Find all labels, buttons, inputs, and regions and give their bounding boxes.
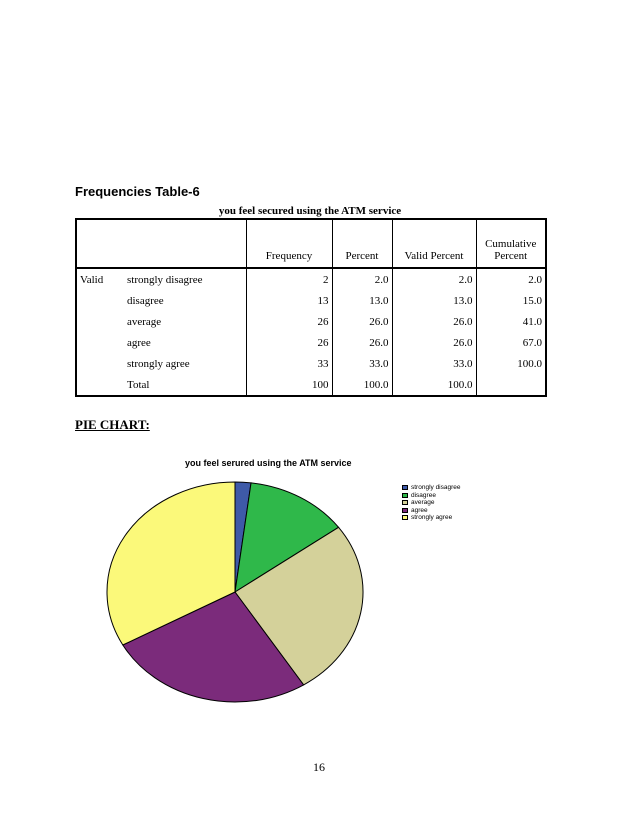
row-valid-percent: 100.0 <box>392 374 476 396</box>
row-cumulative: 100.0 <box>476 353 546 374</box>
row-cumulative: 41.0 <box>476 311 546 332</box>
table-row <box>76 353 546 374</box>
row-percent: 26.0 <box>332 332 392 353</box>
header-cumulative-percent: Cumulative Percent <box>476 219 546 268</box>
table-row <box>76 374 546 396</box>
legend-swatch <box>402 500 408 505</box>
table-row <box>76 311 546 332</box>
row-frequency: 33 <box>246 353 332 374</box>
header-valid-percent: Valid Percent <box>392 219 476 268</box>
row-frequency: 13 <box>246 290 332 311</box>
table-heading: Frequencies Table-6 <box>75 184 200 199</box>
row-frequency: 26 <box>246 311 332 332</box>
table-row <box>76 268 546 290</box>
row-percent: 2.0 <box>332 268 392 290</box>
row-valid-percent: 26.0 <box>392 311 476 332</box>
row-group <box>76 374 124 396</box>
row-percent: 100.0 <box>332 374 392 396</box>
legend-item <box>402 514 461 522</box>
row-label: strongly disagree <box>124 268 246 290</box>
legend-label: strongly agree <box>411 514 453 521</box>
pie-chart-heading: PIE CHART: <box>75 417 150 432</box>
header-percent: Percent <box>332 219 392 268</box>
row-valid-percent: 13.0 <box>392 290 476 311</box>
row-group <box>76 353 124 374</box>
legend-swatch <box>402 515 408 520</box>
row-percent: 33.0 <box>332 353 392 374</box>
row-group <box>76 311 124 332</box>
row-valid-percent: 26.0 <box>392 332 476 353</box>
row-frequency: 100 <box>246 374 332 396</box>
row-percent: 13.0 <box>332 290 392 311</box>
legend-swatch <box>402 485 408 490</box>
row-cumulative: 2.0 <box>476 268 546 290</box>
legend-swatch <box>402 493 408 498</box>
legend-label: agree <box>411 506 428 514</box>
row-group: Valid <box>76 268 124 290</box>
legend-item <box>402 507 461 515</box>
row-frequency: 2 <box>246 268 332 290</box>
row-cumulative <box>476 374 546 396</box>
row-frequency: 26 <box>246 332 332 353</box>
row-cumulative: 67.0 <box>476 332 546 353</box>
legend-item <box>402 492 461 500</box>
chart-title: you feel serured using the ATM service <box>185 458 352 468</box>
frequency-table <box>75 218 547 397</box>
table-caption: you feel secured using the ATM service <box>218 205 402 217</box>
table-row <box>76 290 546 311</box>
row-label: Total <box>124 374 246 396</box>
chart-legend <box>402 484 461 522</box>
legend-label: average <box>411 499 435 506</box>
row-label: agree <box>124 332 246 353</box>
legend-item <box>402 499 461 507</box>
legend-swatch <box>402 508 408 513</box>
header-group <box>76 219 124 268</box>
legend-item <box>402 484 461 492</box>
row-label: disagree <box>124 290 246 311</box>
row-percent: 26.0 <box>332 311 392 332</box>
row-label: average <box>124 311 246 332</box>
table-row <box>76 332 546 353</box>
legend-label: strongly disagree <box>411 484 461 491</box>
header-label <box>124 219 246 268</box>
legend-label: disagree <box>411 491 436 499</box>
row-valid-percent: 33.0 <box>392 353 476 374</box>
row-valid-percent: 2.0 <box>392 268 476 290</box>
row-label: strongly agree <box>124 353 246 374</box>
table-header-row <box>76 219 546 268</box>
row-group <box>76 332 124 353</box>
page-number: 16 <box>313 760 325 774</box>
row-cumulative: 15.0 <box>476 290 546 311</box>
row-group <box>76 290 124 311</box>
pie-chart <box>100 470 390 715</box>
header-frequency: Frequency <box>246 219 332 268</box>
